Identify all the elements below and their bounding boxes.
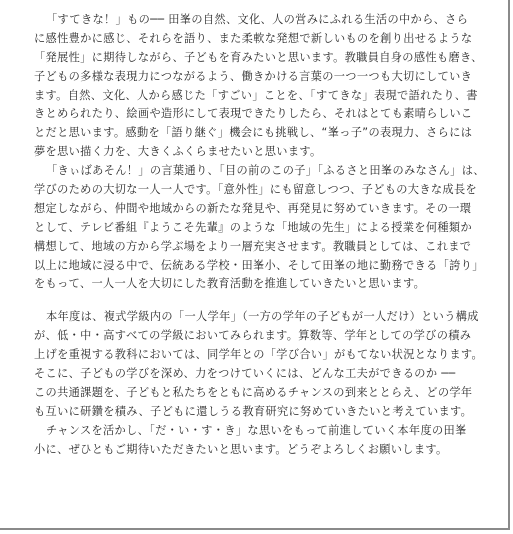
text-line: に感性豊かに感じ、それらを語り、また柔軟な発想で新しいものを創り出せるような: [34, 31, 473, 45]
text-line: 構想して、地域の方から学ぶ場をより一層充実させます。教職員としては、これまで: [34, 239, 472, 253]
text-line: も互いに研鑽を積み、子どもに還しうる教育研究に努めていきたいと考えています。: [34, 404, 473, 418]
text-line: この共通課題を、子どもと私たちをともに高めるチャンスの到来ととらえ、どの学年: [34, 385, 473, 399]
document-body: [34, 11, 486, 459]
text-line: として、テレビ番組『ようこそ先輩』のような「地域の先生」による授業を何種類か: [34, 220, 472, 234]
text-line: 本年度は、複式学級内の「一人学年」（一方の学年の子どもが一人だけ）という構成: [46, 310, 479, 324]
text-line: 小に、ぜひともご期待いただきたいと思います。どうぞよろしくお願いします。: [34, 442, 448, 456]
text-line: 子どもの多様な表現力につながるよう、働きかける言葉の一つ一つも大切にしていき: [34, 69, 473, 83]
text-line: チャンスを活かし、「だ・い・す・き」な思いをもって前進していく本年度の田峯: [46, 423, 467, 437]
text-line: 以上に地域に浸る中で、伝統ある学校・田峯小、そして田峯の地に勤務できる「誇り」: [34, 258, 484, 272]
text-line: ます。自然、文化、人から感じた「すごい」ことを、「すてきな」表現で語れたり、書: [34, 88, 478, 102]
paragraph-2: [34, 162, 486, 294]
text-line: 上げを重視する教科においては、同学年との「学び合い」がもてない状況となります。: [34, 348, 484, 362]
paragraph-1: [34, 11, 486, 162]
paragraph-4: [34, 422, 486, 460]
text-line: 想定しながら、仲間や地域からの新たな発見や、再発見に努めていきます。その一環: [34, 201, 472, 215]
paragraph-gap: [34, 294, 486, 308]
text-line: 「すてきな！」もの── 田峯の自然、文化、人の営みにふれる生活の中から、さら: [46, 13, 469, 26]
text-line: が、低・中・高すべての学級においてみられます。算数等、学年としての学びの積み: [34, 329, 472, 343]
text-line: とだと思います。感動を「語り継ぐ」機会にも挑戦し、“峯っ子”の表現力、さらには: [34, 126, 473, 140]
text-line: 「きぃばあそん！」の言葉通り、「目の前のこの子」「ふるさと田峯のみなさん」は、: [46, 164, 485, 178]
text-line: そこに、子どもの学びを深め、力をつけていくには、どんな工夫ができるのか ──: [34, 367, 456, 381]
text-line: をもって、一人一人を大切にした教育活動を推進していきたいと思います。: [34, 277, 426, 291]
text-line: きとめられたり、絵画や造形にして表現できたりしたら、それはとても素晴らしいこ: [34, 107, 473, 121]
paragraph-3: [34, 308, 486, 421]
text-line: 夢を思い描く力を、大きくふくらませたいと思います。: [34, 145, 322, 159]
text-line: 学びのための大切な一人一人です。「意外性」にも留意しつつ、子どもの大きな成長を: [34, 183, 478, 197]
text-line: 「発展性」に期待しながら、子どもを育みたいと思います。教職員自身の感性も磨き、: [34, 50, 483, 64]
